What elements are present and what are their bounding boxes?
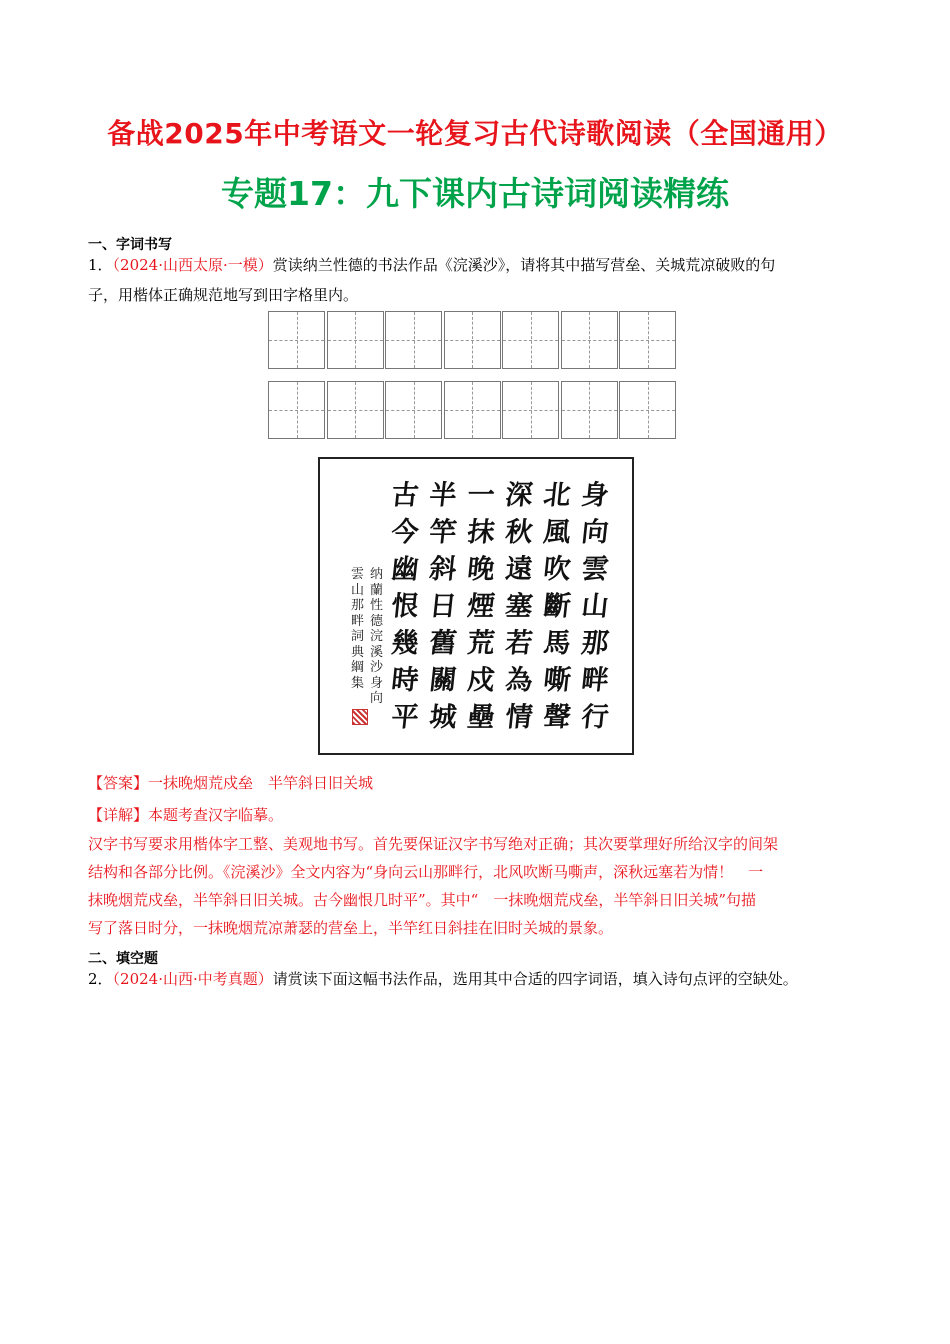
calligraphy-column [504, 477, 534, 736]
signature-character: 那 [350, 598, 364, 613]
calligraphy-character: 時 [389, 665, 421, 696]
calligraphy-character: 晚 [465, 554, 497, 585]
calligraphy-artwork [318, 457, 634, 755]
question-1-line-1 [88, 255, 775, 275]
signature-character: 雲 [350, 567, 364, 582]
grid-cell[interactable] [268, 381, 325, 439]
grid-cell[interactable] [385, 311, 442, 369]
explain-paragraph-line: 写了落日时分，一抹晚烟荒凉萧瑟的营垒上，半竿红日斜挂在旧时关城的景象。 [88, 919, 614, 937]
grid-cell[interactable] [385, 381, 442, 439]
section-heading-2: 二、填空题 [88, 951, 158, 967]
explain-label: 【详解】 [88, 806, 149, 824]
explain-line [88, 805, 283, 825]
calligraphy-character: 山 [579, 591, 611, 622]
signature-character: 纳 [369, 567, 383, 582]
calligraphy-character: 壘 [465, 702, 497, 733]
calligraphy-character: 幽 [389, 554, 421, 585]
calligraphy-character: 嘶 [541, 665, 573, 696]
calligraphy-character: 恨 [389, 591, 421, 622]
calligraphy-character: 塞 [503, 591, 535, 622]
question-text: 赏读纳兰性德的书法作品《浣溪沙》，请将其中描写营垒、关城荒凉破败的句 [272, 256, 776, 274]
writing-grid-row-1[interactable] [268, 311, 678, 371]
calligraphy-character: 斜 [427, 554, 459, 585]
document-subtitle: 专题17：九下课内古诗词阅读精练 [221, 174, 729, 213]
question-text: 请赏读下面这幅书法作品，选用其中合适的四字词语，填入诗句点评的空缺处。 [272, 970, 798, 988]
calligraphy-character: 平 [389, 702, 421, 733]
calligraphy-character: 戍 [465, 665, 497, 696]
calligraphy-character: 抹 [465, 517, 497, 548]
signature-character: 溪 [369, 644, 383, 660]
calligraphy-character: 若 [503, 628, 535, 659]
calligraphy-character: 聲 [541, 702, 573, 733]
signature-character: 向 [369, 691, 383, 706]
calligraphy-character: 畔 [579, 665, 611, 696]
question-number: 1． [88, 256, 113, 274]
grid-cell[interactable] [502, 381, 559, 439]
calligraphy-character: 吹 [541, 554, 573, 585]
calligraphy-character: 古 [389, 480, 421, 511]
signature-character: 身 [369, 675, 383, 691]
calligraphy-character: 荒 [465, 628, 497, 659]
calligraphy-character: 馬 [541, 628, 573, 659]
signature-character: 沙 [369, 660, 383, 675]
calligraphy-character: 身 [579, 480, 611, 511]
signature-character: 詞 [350, 629, 364, 644]
calligraphy-character: 城 [427, 702, 459, 733]
explain-paragraph-line: 汉字书写要求用楷体字工整、美观地书写。首先要保证汉字书写绝对正确；其次要掌理好所给汉字的间架 [88, 835, 779, 853]
grid-cell[interactable] [444, 311, 501, 369]
signature-character: 集 [350, 675, 364, 691]
calligraphy-character: 深 [503, 480, 535, 511]
answer-label: 【答案】 [88, 774, 149, 792]
calligraphy-column [390, 477, 420, 736]
calligraphy-character: 雲 [579, 554, 611, 585]
calligraphy-character: 向 [579, 517, 611, 548]
calligraphy-character: 竿 [427, 517, 459, 548]
question-source: （2024·山西·中考真题） [112, 970, 273, 988]
calligraphy-character: 情 [503, 702, 535, 733]
calligraphy-character: 北 [541, 480, 573, 511]
question-1-line-2: 子，用楷体正确规范地写到田字格里内。 [88, 286, 359, 304]
signature-character: 綱 [350, 660, 364, 675]
calligraphy-character: 日 [427, 591, 459, 622]
grid-cell[interactable] [561, 381, 618, 439]
calligraphy-character: 關 [427, 665, 459, 696]
grid-cell[interactable] [327, 381, 384, 439]
question-source: （2024·山西太原·一模） [112, 256, 273, 274]
signature-character: 蘭 [369, 582, 383, 598]
calligraphy-character: 遠 [503, 554, 535, 585]
calligraphy-character: 風 [541, 517, 573, 548]
signature-column-left [350, 567, 365, 691]
calligraphy-character: 那 [579, 628, 611, 659]
grid-cell[interactable] [327, 311, 384, 369]
calligraphy-character: 舊 [427, 628, 459, 659]
calligraphy-character: 今 [389, 517, 421, 548]
signature-column-right [369, 567, 384, 707]
grid-cell[interactable] [268, 311, 325, 369]
calligraphy-character: 半 [427, 480, 459, 511]
question-number: 2． [88, 970, 113, 988]
calligraphy-column [542, 477, 572, 736]
calligraphy-column [580, 477, 610, 736]
signature-character: 浣 [369, 629, 383, 644]
explain-paragraph-line: 结构和各部分比例。《浣溪沙》全文内容为“身向云山那畔行，北风吹断马嘶声，深秋远塞若为情！ 一 [88, 863, 764, 881]
calligraphy-character: 秋 [503, 517, 535, 548]
document-title: 备战2025年中考语文一轮复习古代诗歌阅读（全国通用） [107, 117, 843, 150]
signature-character: 典 [350, 644, 364, 660]
calligraphy-character: 煙 [465, 591, 497, 622]
explain-text: 本题考查汉字临摹。 [148, 806, 284, 824]
writing-grid-row-2[interactable] [268, 381, 678, 441]
signature-character: 畔 [350, 613, 364, 629]
calligraphy-column [428, 477, 458, 736]
calligraphy-character: 一 [465, 480, 497, 511]
grid-cell[interactable] [619, 311, 676, 369]
red-seal-icon [352, 709, 368, 725]
grid-cell[interactable] [561, 311, 618, 369]
signature-character: 山 [350, 582, 364, 598]
grid-cell[interactable] [444, 381, 501, 439]
calligraphy-character: 幾 [389, 628, 421, 659]
section-heading-1: 一、字词书写 [88, 237, 172, 253]
calligraphy-character: 行 [579, 702, 611, 733]
calligraphy-character: 為 [503, 665, 535, 696]
grid-cell[interactable] [502, 311, 559, 369]
grid-cell[interactable] [619, 381, 676, 439]
calligraphy-column [466, 477, 496, 736]
signature-character: 德 [369, 613, 383, 629]
answer-line [88, 773, 373, 793]
question-2-line [88, 969, 798, 989]
calligraphy-character: 斷 [541, 591, 573, 622]
explain-paragraph-line: 抹晚烟荒戍垒，半竿斜日旧关城。古今幽恨几时平”。其中“ 一抹晚烟荒戍垒，半竿斜日旧关城”句描 [88, 891, 757, 909]
answer-text: 一抹晚烟荒戍垒 半竿斜日旧关城 [148, 774, 374, 792]
signature-character: 性 [369, 598, 383, 613]
